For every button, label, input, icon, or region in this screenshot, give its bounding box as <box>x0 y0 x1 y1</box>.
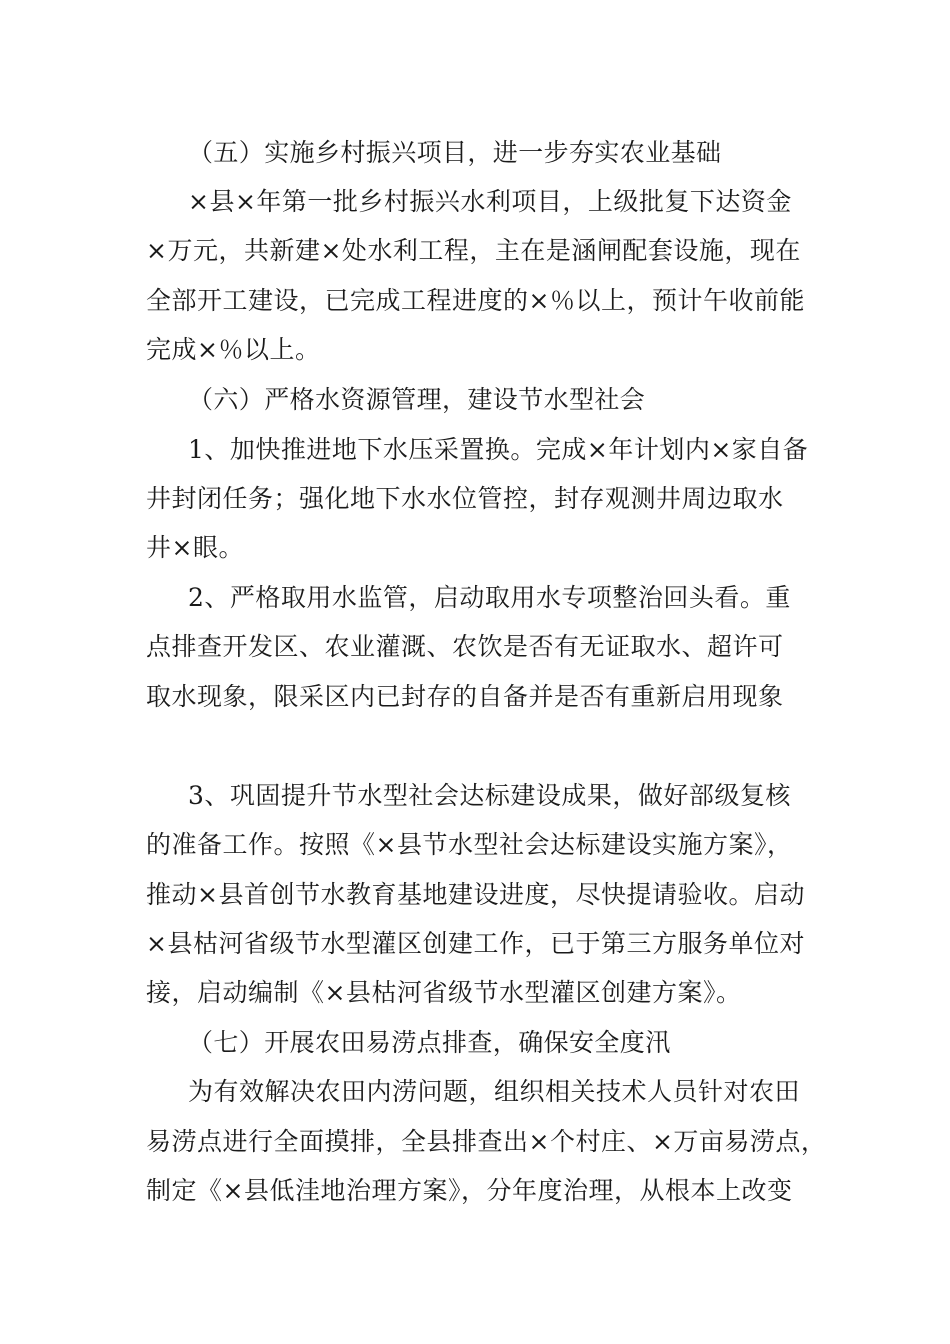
paragraph-line: 完成×％以上。 <box>146 335 321 364</box>
paragraph-line: 井×眼。 <box>146 533 244 562</box>
paragraph-line: 1、加快推进地下水压采置换。完成×年计划内×家自备 <box>188 435 809 464</box>
paragraph-line: ×县枯河省级节水型灌区创建工作，已于第三方服务单位对 <box>146 929 805 958</box>
paragraph-line: 3、巩固提升节水型社会达标建设成果，做好部级复核 <box>188 781 791 810</box>
paragraph-line: 井封闭任务；强化地下水水位管控，封存观测井周边取水 <box>146 484 784 513</box>
paragraph-line: 2、严格取用水监管，启动取用水专项整治回头看。重 <box>188 583 791 612</box>
paragraph-line: 为有效解决农田内涝问题，组织相关技术人员针对农田 <box>188 1077 801 1106</box>
paragraph-line: 取水现象，限采区内已封存的自备并是否有重新启用现象 <box>146 682 784 711</box>
paragraph-line: 制定《×县低洼地治理方案》，分年度治理，从根本上改变 <box>146 1176 793 1205</box>
paragraph-line: 易涝点进行全面摸排，全县排查出×个村庄、×万亩易涝点， <box>146 1127 827 1156</box>
paragraph-line: 的准备工作。按照《×县节水型社会达标建设实施方案》， <box>146 830 793 859</box>
section-heading-7: （七）开展农田易涝点排查，确保安全度汛 <box>188 1028 671 1057</box>
section-heading-6: （六）严格水资源管理，建设节水型社会 <box>188 385 646 414</box>
paragraph-line: ×县×年第一批乡村振兴水利项目，上级批复下达资金 <box>188 187 792 216</box>
section-heading-5: （五）实施乡村振兴项目，进一步夯实农业基础 <box>188 138 722 167</box>
paragraph-line: ×万元，共新建×处水利工程，主在是涵闸配套设施，现在 <box>146 236 801 265</box>
paragraph-line: 点排查开发区、农业灌溉、农饮是否有无证取水、超许可 <box>146 632 784 661</box>
paragraph-line: 接，启动编制《×县枯河省级节水型灌区创建方案》。 <box>146 978 742 1007</box>
paragraph-line: 全部开工建设，已完成工程进度的×％以上，预计午收前能 <box>146 286 805 315</box>
paragraph-line: 推动×县首创节水教育基地建设进度，尽快提请验收。启动 <box>146 880 805 909</box>
